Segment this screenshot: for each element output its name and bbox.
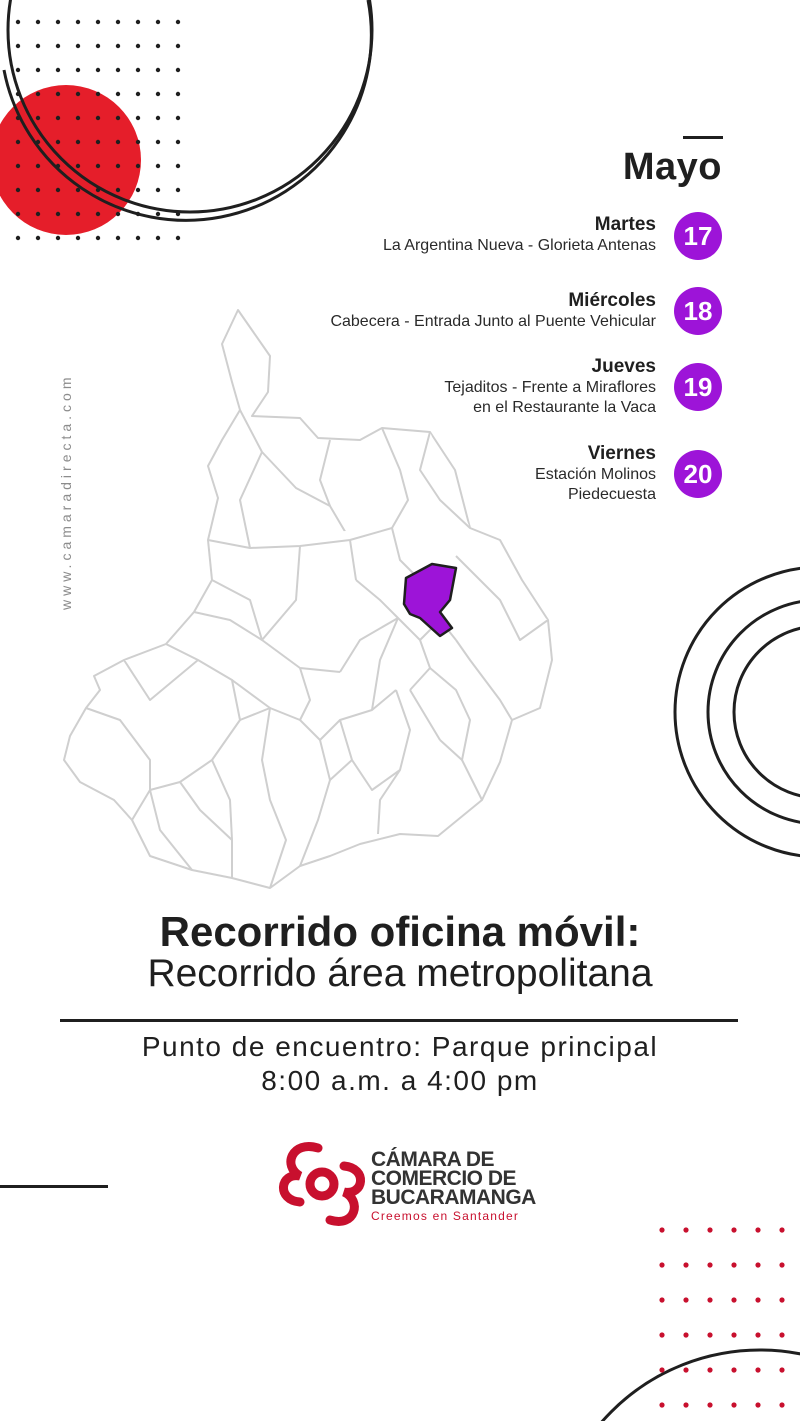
date-badge-18: 18 [674, 287, 722, 335]
day-place: en el Restaurante la Vaca [473, 399, 656, 416]
day-place: Estación Molinos [535, 466, 656, 483]
meeting-info [0, 1030, 800, 1098]
left-accent-line [0, 1185, 108, 1188]
red-circle-decoration [0, 85, 141, 235]
arc-decoration-bottom [550, 1350, 800, 1421]
month-accent-bar [683, 136, 723, 139]
day-name: Jueves [591, 356, 656, 377]
logo-tagline: Creemos en Santander [371, 1209, 520, 1223]
date-badge-17: 17 [674, 212, 722, 260]
date-badge-20: 20 [674, 450, 722, 498]
day-name: Viernes [587, 443, 656, 464]
month-title: Mayo [622, 146, 722, 188]
day-name: Martes [594, 214, 656, 235]
red-dot-grid-decoration [659, 1227, 784, 1407]
chamber-logo-symbol [283, 1146, 360, 1221]
meeting-hours: 8:00 a.m. a 4:00 pm [261, 1065, 539, 1096]
day-block-jueves [444, 356, 656, 418]
headline-title: Recorrido oficina móvil: [159, 908, 641, 955]
day-place: La Argentina Nueva - Glorieta Antenas [382, 237, 656, 254]
day-place: Tejaditos - Frente a Miraflores [444, 379, 656, 396]
date-badge-19: 19 [674, 363, 722, 411]
concentric-arcs-right [675, 567, 800, 857]
day-block-martes [383, 214, 656, 256]
headline-subtitle: Recorrido área metropolitana [147, 952, 653, 995]
day-block-miercoles [330, 290, 656, 332]
meeting-place: Punto de encuentro: Parque principal [141, 1031, 659, 1062]
day-place: Piedecuesta [567, 486, 656, 503]
logo-line-1: CÁMARA DE [371, 1148, 495, 1171]
logo-line-2: COMERCIO DE [371, 1167, 517, 1190]
day-block-viernes [535, 443, 656, 505]
chamber-logo-text [371, 1150, 536, 1223]
day-place: Cabecera - Entrada Junto al Puente Vehicular [330, 313, 656, 330]
divider-line [60, 1019, 738, 1022]
day-name: Miércoles [568, 290, 656, 311]
logo-line-3: BUCARAMANGA [371, 1186, 536, 1209]
website-vertical-text: www.camaradirecta.com [58, 373, 74, 610]
